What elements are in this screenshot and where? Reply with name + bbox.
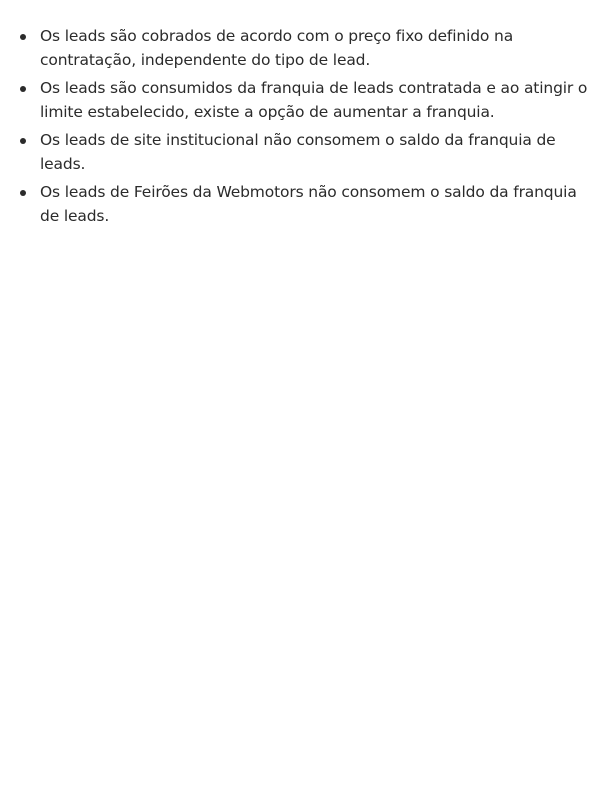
list-item	[40, 76, 588, 124]
list-item-text: Os leads são consumidos da franquia de leads contratada e ao atingir o limite estabelecido, existe a opção de aumentar a franquia.	[40, 79, 588, 121]
list-item-text: Os leads de site institucional não consomem o saldo da franquia de leads.	[40, 131, 556, 173]
list-item-text: Os leads de Feirões da Webmotors não consomem o saldo da franquia de leads.	[40, 183, 577, 225]
bullet-icon	[20, 190, 26, 196]
bullet-icon	[20, 34, 26, 40]
bullet-icon	[20, 86, 26, 92]
list-item	[40, 24, 588, 72]
bullet-icon	[20, 138, 26, 144]
document-body	[0, 0, 600, 228]
list-item	[40, 180, 588, 228]
list-item-text: Os leads são cobrados de acordo com o preço fixo definido na contratação, independente do tipo de lead.	[40, 27, 514, 69]
list-item	[40, 128, 588, 176]
bullet-list	[0, 24, 588, 228]
